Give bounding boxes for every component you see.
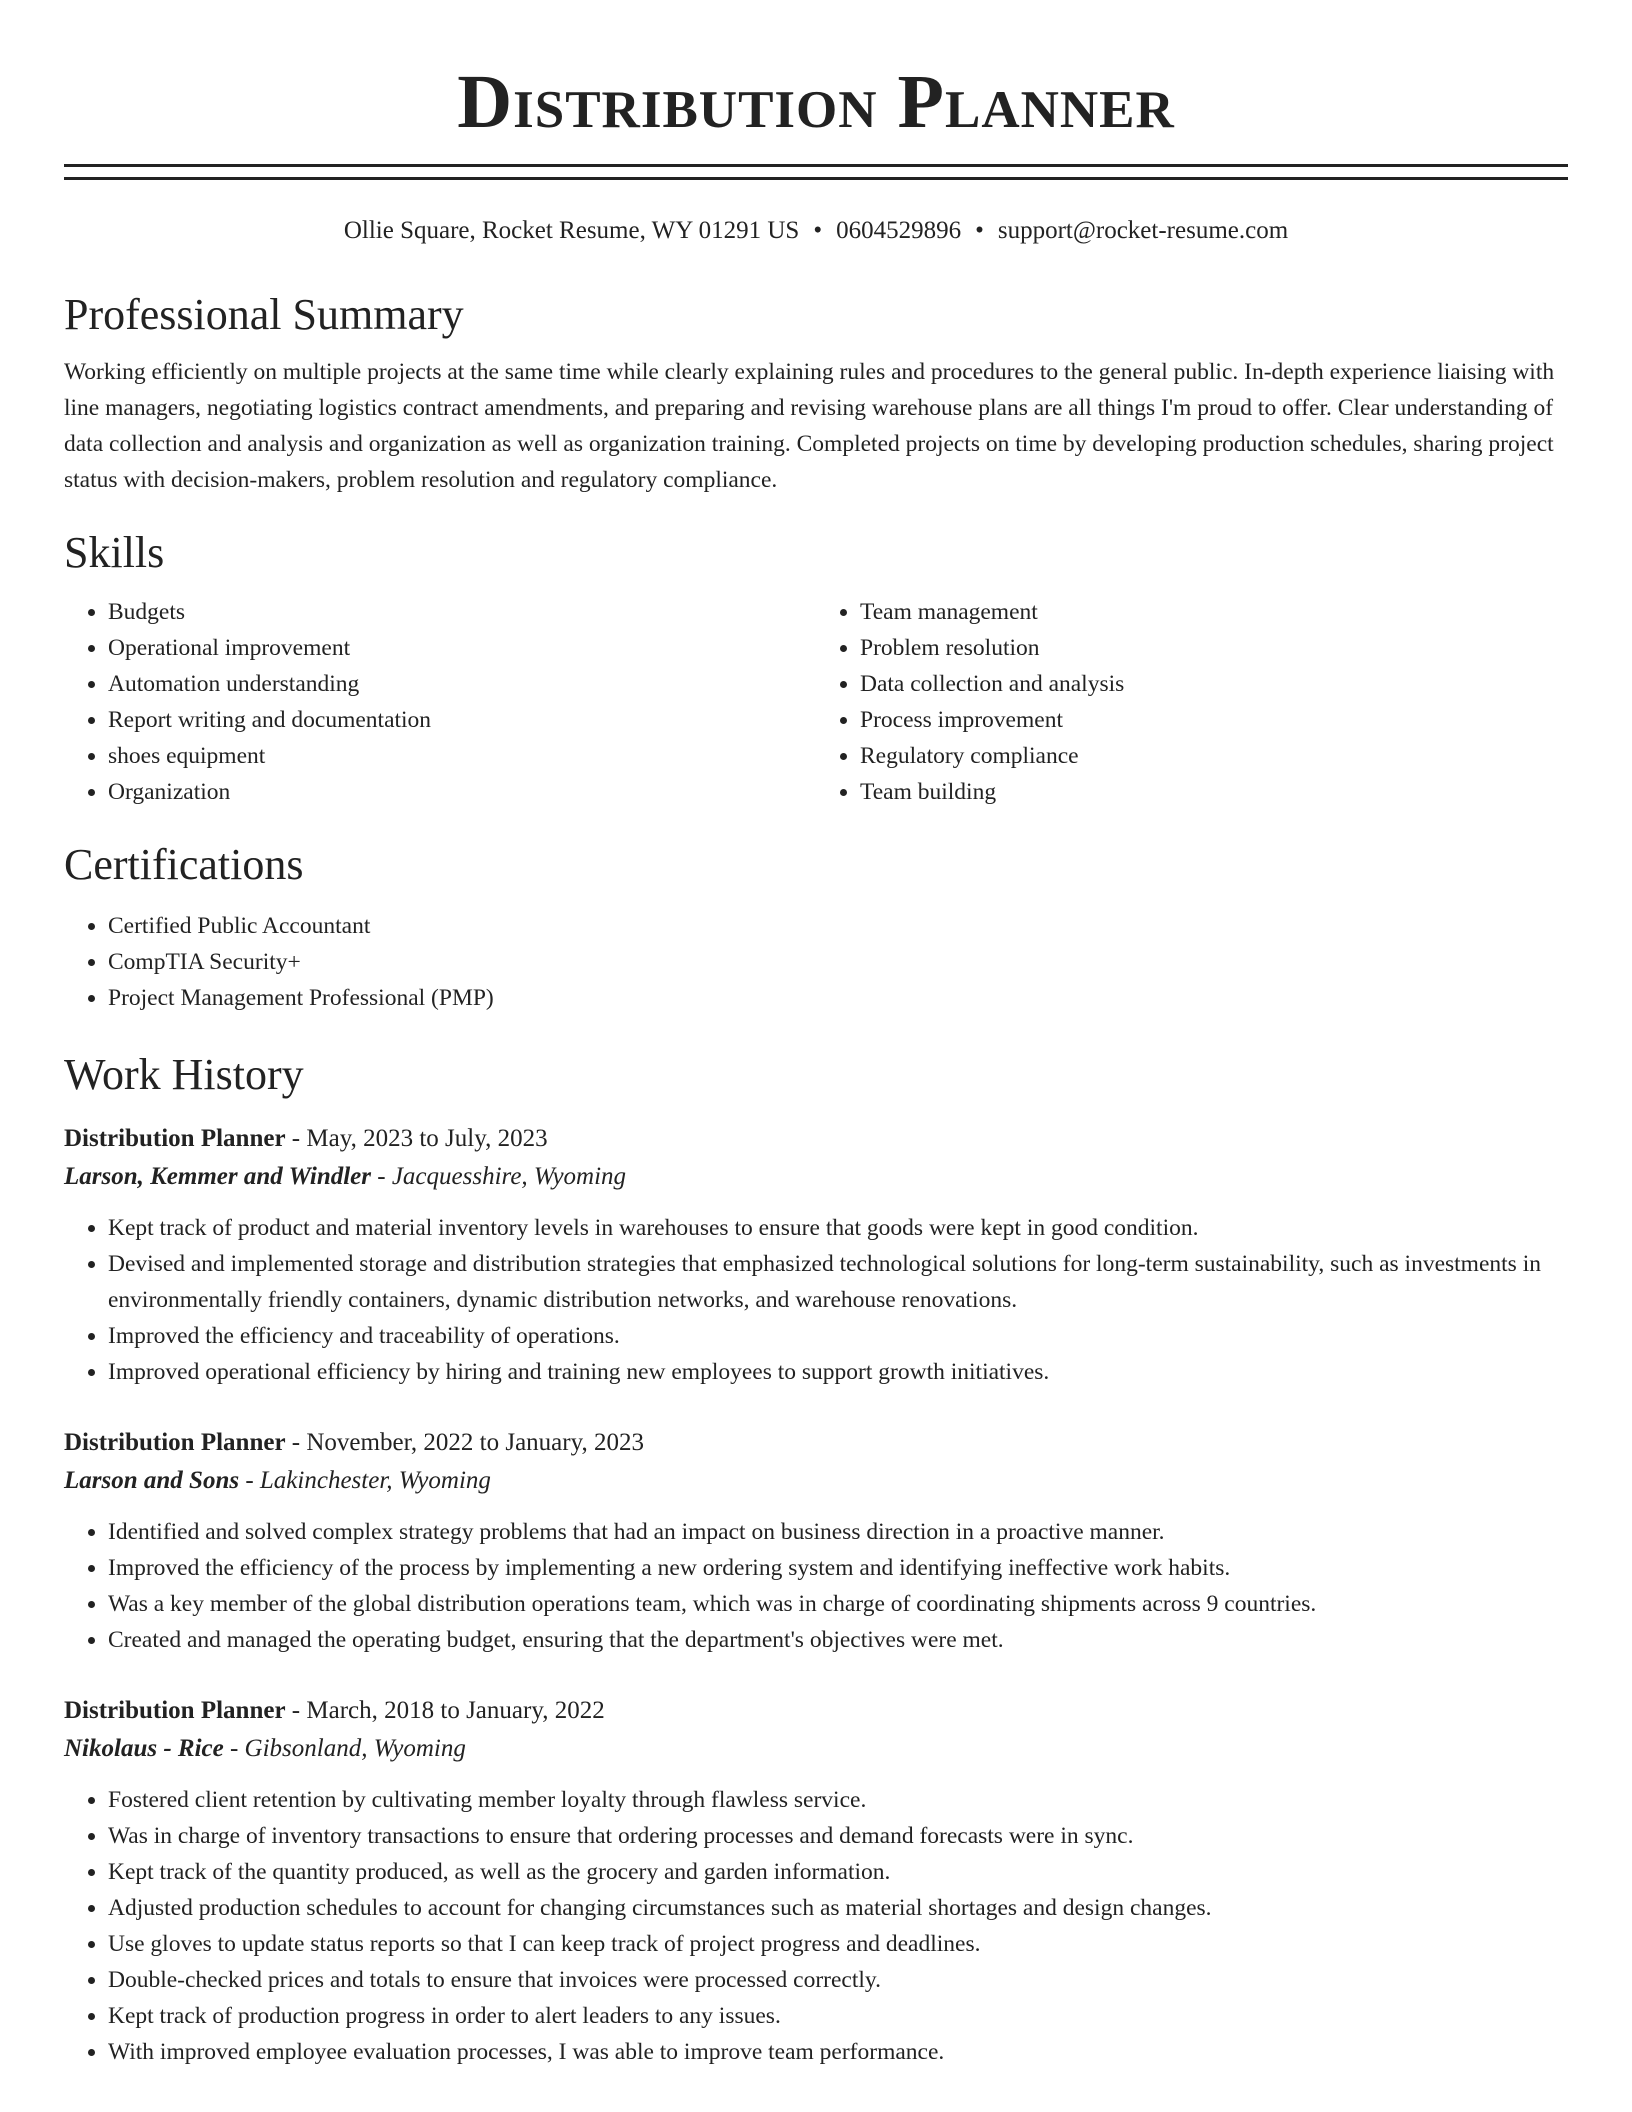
job-dates: November, 2022 to January, 2023 — [306, 1429, 644, 1456]
job-company-line — [64, 1730, 1568, 1768]
skill-item: • Budgets — [108, 594, 816, 630]
skill-item: • shoes equipment — [108, 738, 816, 774]
job-dash: - — [239, 1467, 260, 1494]
job-role: Distribution Planner — [64, 1429, 286, 1456]
contact-phone: 0604529896 — [836, 217, 962, 244]
job-bullet: • Improved operational efficiency by hiring and training new employees to support growth initiatives. — [108, 1354, 1568, 1390]
job-company: Larson, Kemmer and Windler — [64, 1163, 371, 1190]
job-bullet: • Double-checked prices and totals to ensure that invoices were processed correctly. — [108, 1962, 1568, 1998]
skill-item: • Automation understanding — [108, 666, 816, 702]
job-dash: - — [285, 1697, 307, 1724]
contact-address: Ollie Square, Rocket Resume, WY 01291 US — [343, 217, 800, 244]
skill-item: • Team management — [860, 594, 1568, 630]
job-bullets — [64, 1514, 1568, 1658]
certifications-list — [64, 908, 1568, 1016]
section-heading-skills: Skills — [64, 528, 165, 577]
title-double-rule — [64, 164, 1568, 180]
section-heading-certifications: Certifications — [64, 840, 304, 889]
skill-item: • Problem resolution — [860, 630, 1568, 666]
skill-item: • Data collection and analysis — [860, 666, 1568, 702]
summary-text: Working efficiently on multiple projects at the same time while clearly explaining rules and procedures to the general public. In-depth experience liaising with line managers, negotiating logistics contract amendments, and preparing and revising warehouse plans are all things I'm proud to offer. Clear understanding of data collection and analysis and organization as well as organization training. Completed projects on time by developing production schedules, sharing project status with decision-makers, problem resolution and regulatory compliance. — [64, 359, 1555, 493]
skill-item: • Report writing and documentation — [108, 702, 816, 738]
job-dates: March, 2018 to January, 2022 — [306, 1697, 605, 1724]
job-bullet: • Identified and solved complex strategy problems that had an impact on business direction in a proactive manner. — [108, 1514, 1568, 1550]
job-bullet: • Kept track of production progress in order to alert leaders to any issues. — [108, 1998, 1568, 2034]
job-dash: - — [223, 1735, 245, 1762]
contact-separator: • — [813, 217, 823, 244]
job-company-line — [64, 1462, 1568, 1500]
job-company: Larson and Sons — [64, 1467, 240, 1494]
job-bullet: • Was a key member of the global distribution operations team, which was in charge of coordinating shipments across 9 countries. — [108, 1586, 1568, 1622]
skill-item: • Process improvement — [860, 702, 1568, 738]
job-location: Jacquesshire, Wyoming — [391, 1163, 627, 1190]
skills-list-right — [816, 594, 1568, 810]
contact-separator: • — [975, 217, 984, 244]
skill-item: • Regulatory compliance — [860, 738, 1568, 774]
certification-item: • Project Management Professional (PMP) — [108, 980, 1568, 1016]
job-bullet: • Fostered client retention by cultivating member loyalty through flawless service. — [108, 1782, 1568, 1818]
contact-email: support@rocket-resume.com — [997, 217, 1289, 244]
job-dash: - — [371, 1163, 392, 1190]
job-dates: May, 2023 to July, 2023 — [306, 1125, 548, 1152]
job-entry — [64, 1424, 1568, 1658]
job-bullet: • Kept track of product and material inventory levels in warehouses to ensure that goods were kept in good condition. — [108, 1210, 1568, 1246]
job-entry — [64, 1692, 1568, 2070]
job-role: Distribution Planner — [64, 1697, 286, 1724]
section-heading-summary: Professional Summary — [64, 290, 464, 339]
contact-line — [64, 214, 1568, 248]
job-bullet: • With improved employee evaluation processes, I was able to improve team performance. — [108, 2034, 1568, 2070]
skill-item: • Team building — [860, 774, 1568, 810]
skill-item: • Organization — [108, 774, 816, 810]
job-bullet: • Improved the efficiency of the process by implementing a new ordering system and identifying ineffective work habits. — [108, 1550, 1568, 1586]
job-bullet: • Use gloves to update status reports so that I can keep track of project progress and deadlines. — [108, 1926, 1568, 1962]
job-bullet: • Adjusted production schedules to account for changing circumstances such as material shortages and design changes. — [108, 1890, 1568, 1926]
job-title-line — [64, 1692, 1568, 1730]
job-bullets — [64, 1782, 1568, 2070]
resume-title: Distribution Planner — [457, 60, 1175, 144]
job-bullet: • Improved the efficiency and traceability of operations. — [108, 1318, 1568, 1354]
job-bullet: • Was in charge of inventory transactions to ensure that ordering processes and demand forecasts were in sync. — [108, 1818, 1568, 1854]
certification-item: • Certified Public Accountant — [108, 908, 1568, 944]
job-title-line — [64, 1424, 1568, 1462]
job-bullets — [64, 1210, 1568, 1390]
job-role: Distribution Planner — [64, 1125, 286, 1152]
job-entry — [64, 1120, 1568, 1390]
job-dash: - — [285, 1125, 307, 1152]
job-location: Gibsonland, Wyoming — [244, 1735, 466, 1762]
job-company: Nikolaus - Rice — [64, 1735, 224, 1762]
job-location: Lakinchester, Wyoming — [259, 1467, 491, 1494]
section-heading-work-history: Work History — [64, 1050, 304, 1099]
job-bullet: • Kept track of the quantity produced, as well as the grocery and garden information. — [108, 1854, 1568, 1890]
job-title-line — [64, 1120, 1568, 1158]
skills-grid — [64, 594, 1568, 810]
job-dash: - — [285, 1429, 307, 1456]
job-bullet: • Devised and implemented storage and distribution strategies that emphasized technological solutions for long-term sustainability, such as investments in environmentally friendly containers, dynamic distribution networks, and warehouse renovations. — [108, 1246, 1568, 1318]
skills-list-left — [64, 594, 816, 810]
certification-item: • CompTIA Security+ — [108, 944, 1568, 980]
job-company-line — [64, 1158, 1568, 1196]
skill-item: • Operational improvement — [108, 630, 816, 666]
job-bullet: • Created and managed the operating budget, ensuring that the department's objectives were met. — [108, 1622, 1568, 1658]
